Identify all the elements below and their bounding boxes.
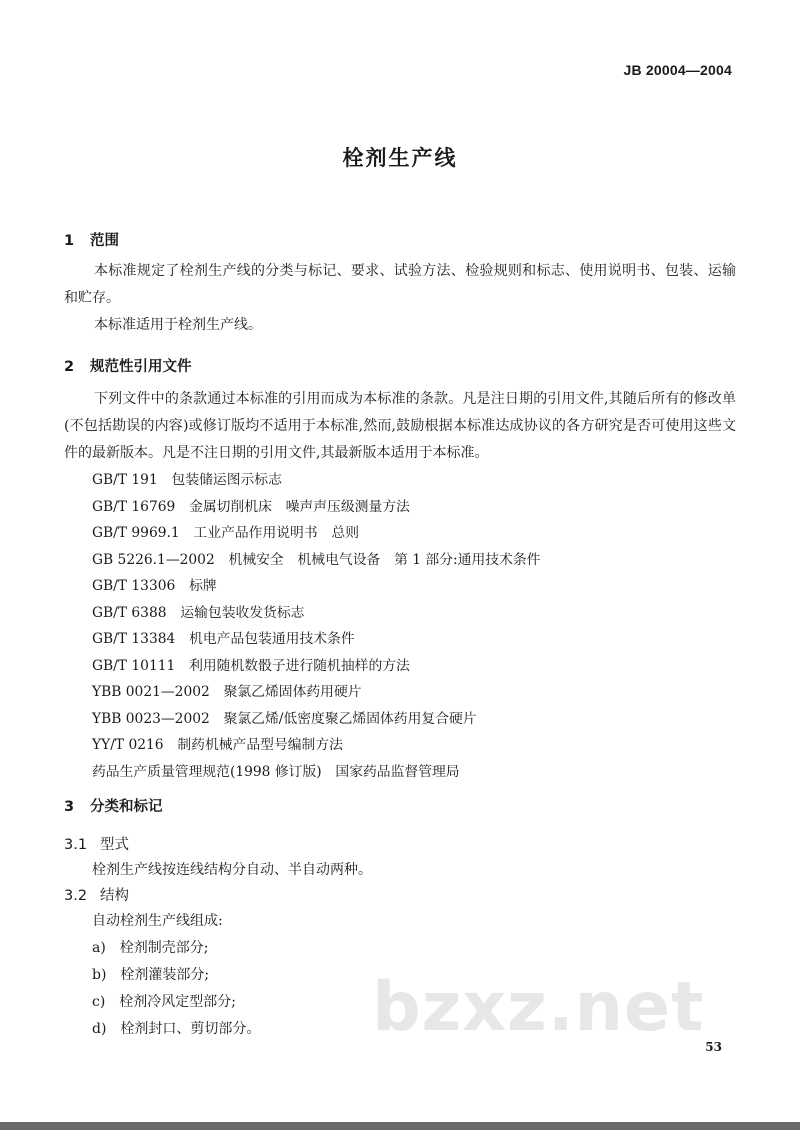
document-code: JB 20004—2004	[623, 62, 732, 78]
component-item: d) 栓剂封口、剪切部分。	[92, 1021, 261, 1037]
section-number: 3	[64, 799, 75, 815]
subsection-title: 结构	[100, 888, 129, 904]
subsection-number: 3.2	[64, 888, 88, 904]
reference-item: GB/T 9969.1 工业产品作用说明书 总则	[92, 525, 360, 541]
reference-item: GB/T 16769 金属切削机床 噪声声压级测量方法	[92, 498, 410, 515]
subsection-3-2-heading	[64, 884, 129, 905]
page-number: 53	[705, 1040, 722, 1054]
reference-item: GB/T 6388 运输包装收发货标志	[92, 604, 305, 621]
subsection-title: 型式	[100, 837, 129, 853]
reference-item: GB/T 13384 机电产品包装通用技术条件	[92, 631, 355, 647]
reference-item: GB/T 10111 利用随机数骰子进行随机抽样的方法	[92, 657, 410, 674]
subsection-3-2-intro: 自动栓剂生产线组成:	[92, 913, 223, 929]
reference-item: YBB 0023—2002 聚氯乙烯/低密度聚乙烯固体药用复合硬片	[92, 710, 477, 727]
reference-item: GB/T 191 包装储运图示标志	[92, 472, 282, 488]
section-1-heading	[64, 229, 119, 250]
section-1-paragraph-1: 本标准规定了栓剂生产线的分类与标记、要求、试验方法、检验规则和标志、使用说明书、包装、运输和贮存。	[64, 263, 736, 306]
reference-item: YY/T 0216 制药机械产品型号编制方法	[92, 737, 343, 753]
section-number: 2	[64, 359, 75, 375]
section-title: 规范性引用文件	[90, 359, 192, 375]
reference-item: GB 5226.1—2002 机械安全 机械电气设备 第 1 部分:通用技术条件	[92, 551, 541, 568]
component-item: b) 栓剂灌装部分;	[92, 967, 210, 983]
section-title: 范围	[90, 233, 119, 249]
section-2-intro: 下列文件中的条款通过本标准的引用而成为本标准的条款。凡是注日期的引用文件,其随后所有的修改单(不包括勘误的内容)或修订版均不适用于本标准,然而,鼓励根据本标准达成协议的各方研究是否可使用这些文件的最新版本。凡是不注日期的引用文件,其最新版本适用于本标准。	[64, 391, 736, 461]
document-title: 栓剂生产线	[342, 146, 458, 170]
component-item: c) 栓剂冷风定型部分;	[92, 994, 237, 1010]
section-number: 1	[64, 233, 75, 249]
watermark-text: bzxz.net	[372, 968, 705, 1047]
reference-item: GB/T 13306 标牌	[92, 578, 217, 594]
subsection-3-1-text: 栓剂生产线按连线结构分自动、半自动两种。	[92, 862, 372, 878]
section-title: 分类和标记	[90, 799, 163, 815]
reference-item: YBB 0021—2002 聚氯乙烯固体药用硬片	[92, 684, 362, 700]
normative-references-list	[92, 467, 540, 785]
subsection-3-1-heading	[64, 833, 129, 854]
scan-bottom-edge	[0, 1122, 800, 1130]
subsection-number: 3.1	[64, 837, 88, 853]
section-1-paragraph-2: 本标准适用于栓剂生产线。	[94, 317, 262, 333]
section-2-heading	[64, 355, 192, 376]
component-item: a) 栓剂制壳部分;	[92, 940, 209, 956]
section-3-heading	[64, 795, 163, 816]
reference-item: 药品生产质量管理规范(1998 修订版) 国家药品监督管理局	[92, 763, 460, 780]
